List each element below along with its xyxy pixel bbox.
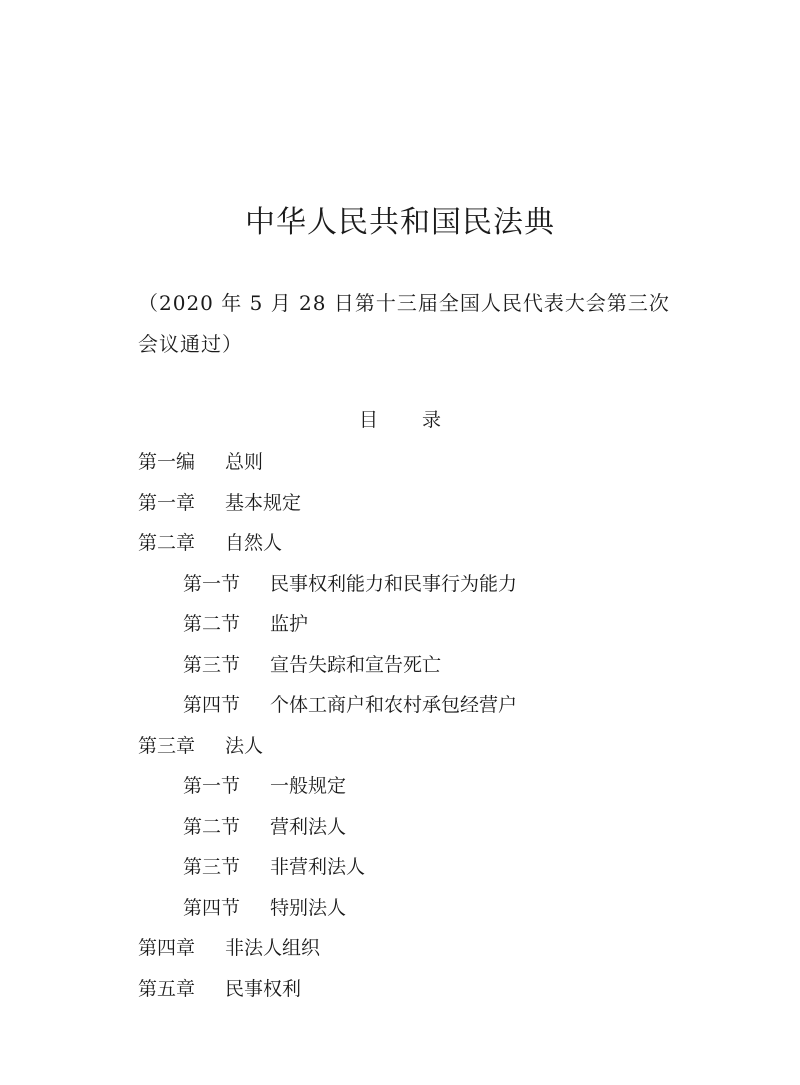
toc-entry bbox=[138, 645, 738, 686]
toc-entry bbox=[138, 523, 738, 564]
toc-heading bbox=[0, 405, 800, 432]
toc-entry-label: 第二章 bbox=[138, 532, 196, 554]
toc-entry-title: 总则 bbox=[225, 451, 264, 473]
toc-entry-label: 第四章 bbox=[138, 937, 196, 959]
toc-entry bbox=[138, 685, 738, 726]
toc-entry-title: 监护 bbox=[270, 613, 309, 635]
toc-entry-label: 第三节 bbox=[183, 856, 241, 878]
toc-entry-title: 民事权利 bbox=[225, 977, 302, 1000]
table-of-contents bbox=[138, 442, 738, 1009]
toc-entry-label: 第一节 bbox=[183, 775, 241, 797]
toc-entry-title: 营利法人 bbox=[270, 815, 347, 838]
toc-entry-label: 第三章 bbox=[138, 734, 196, 757]
toc-entry-title: 个体工商户和农村承包经营户 bbox=[270, 694, 518, 716]
toc-heading-char: 录 bbox=[422, 409, 442, 431]
toc-entry-title: 基本规定 bbox=[225, 491, 302, 514]
document-title: 中华人民共和国民法典 bbox=[245, 205, 555, 240]
toc-entry bbox=[138, 483, 738, 524]
toc-entry bbox=[138, 928, 738, 969]
toc-entry-title: 民事权利能力和民事行为能力 bbox=[270, 572, 518, 595]
toc-entry-title: 非营利法人 bbox=[270, 856, 366, 878]
toc-entry-label: 第四节 bbox=[183, 896, 241, 919]
toc-heading-char: 目 bbox=[358, 409, 378, 431]
toc-entry bbox=[138, 564, 738, 605]
toc-entry bbox=[138, 969, 738, 1010]
toc-entry-title: 一般规定 bbox=[270, 775, 347, 797]
toc-entry-label: 第五章 bbox=[138, 977, 196, 1000]
toc-entry-title: 非法人组织 bbox=[225, 937, 321, 959]
document-subtitle: （2020 年 5 月 28 日第十三届全国人民代表大会第三次会议通过） bbox=[138, 291, 670, 356]
toc-entry-title: 法人 bbox=[225, 734, 264, 757]
toc-entry bbox=[138, 847, 738, 888]
toc-entry bbox=[138, 726, 738, 767]
toc-entry-label: 第一章 bbox=[138, 491, 196, 514]
toc-entry-label: 第一节 bbox=[183, 572, 241, 595]
toc-entry-label: 第四节 bbox=[183, 694, 241, 716]
toc-entry bbox=[138, 888, 738, 929]
toc-entry-label: 第一编 bbox=[138, 451, 196, 473]
toc-entry-label: 第二节 bbox=[183, 613, 241, 635]
toc-entry-title: 特别法人 bbox=[270, 896, 347, 919]
toc-entry-title: 宣告失踪和宣告死亡 bbox=[270, 653, 442, 676]
toc-entry-label: 第二节 bbox=[183, 815, 241, 838]
toc-entry bbox=[138, 604, 738, 645]
toc-entry bbox=[138, 807, 738, 848]
toc-entry-title: 自然人 bbox=[225, 532, 283, 554]
toc-entry bbox=[138, 766, 738, 807]
toc-entry-label: 第三节 bbox=[183, 653, 241, 676]
toc-entry bbox=[138, 442, 738, 483]
